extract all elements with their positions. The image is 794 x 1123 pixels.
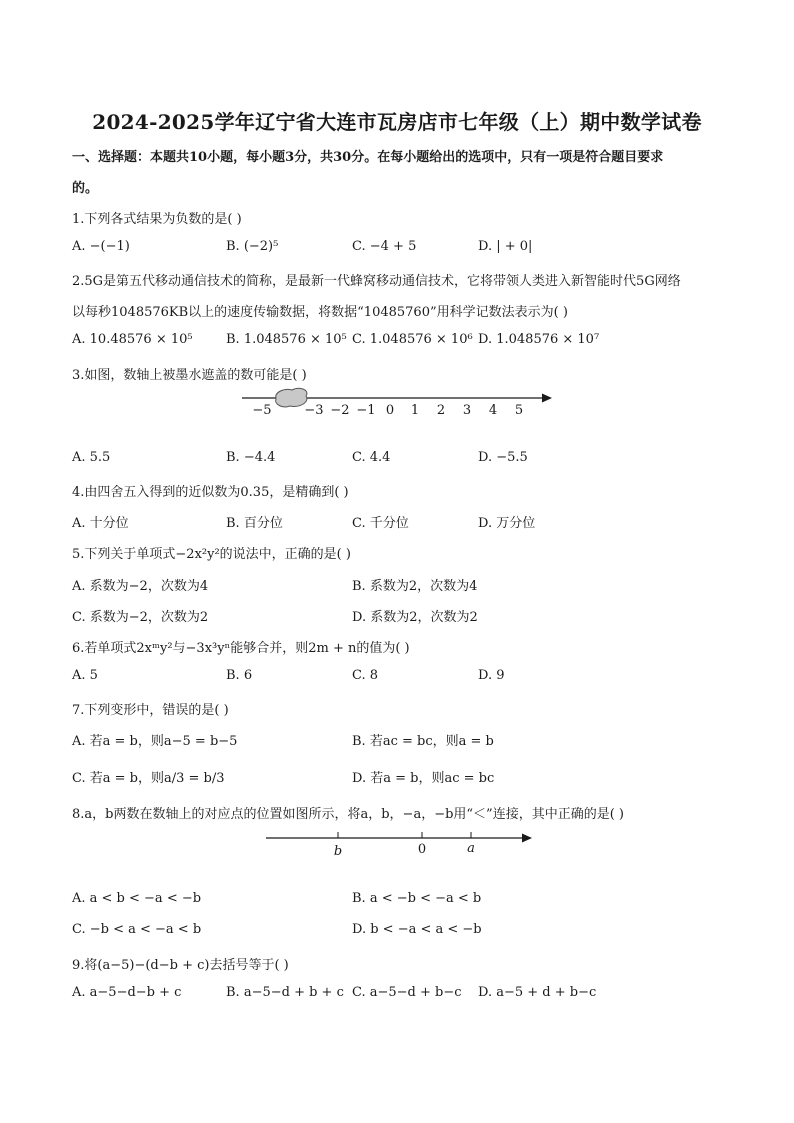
q7-option-b: B. 若ac = bc，则a = b <box>352 734 494 749</box>
question-4-stem: 4.由四舍五入得到的近似数为0.35，是精确到( ) <box>72 485 349 500</box>
q4-option-a: A. 十分位 <box>72 516 129 531</box>
q8-option-b: B. a < −b < −a < b <box>352 891 482 906</box>
question-5-stem: 5.下列关于单项式−2x²y²的说法中，正确的是( ) <box>72 547 351 562</box>
question-3-stem: 3.如图，数轴上被墨水遮盖的数可能是( ) <box>72 368 307 383</box>
question-8-stem: 8.a，b两数在数轴上的对应点的位置如图所示，将a，b，−a，−b用“＜”连接，其中正确的是( ) <box>72 807 624 822</box>
q3-option-b: B. −4.4 <box>226 450 276 465</box>
page-title: 2024-2025学年辽宁省大连市瓦房店市七年级（上）期中数学试卷 <box>92 110 702 134</box>
q1-option-a: A. −(−1) <box>72 239 130 254</box>
q3-option-d: D. −5.5 <box>478 450 528 465</box>
question-1-stem: 1.下列各式结果为负数的是( ) <box>72 212 242 227</box>
q3-tick-label: −2 <box>330 403 350 418</box>
q5-option-a: A. 系数为−2，次数为4 <box>72 579 209 594</box>
q2-option-a: A. 10.48576 × 10⁵ <box>72 332 193 347</box>
q7-option-d: D. 若a = b，则ac = bc <box>352 771 495 786</box>
q6-option-d: D. 9 <box>478 668 505 683</box>
q8-number-line <box>262 828 538 860</box>
q3-tick-label: 5 <box>514 403 524 418</box>
q5-option-b: B. 系数为2，次数为4 <box>352 579 478 594</box>
axis-arrow-icon <box>542 394 552 403</box>
q3-tick-label: 1 <box>410 403 420 418</box>
q6-option-b: B. 6 <box>226 668 253 683</box>
q3-tick-label: 2 <box>436 403 446 418</box>
q8-option-a: A. a < b < −a < −b <box>72 891 202 906</box>
q6-option-a: A. 5 <box>72 668 98 683</box>
section-heading-cont: 的。 <box>72 181 99 196</box>
section-heading: 一、选择题：本题共10小题，每小题3分，共30分。在每小题给出的选项中，只有一项是符合题目要求 <box>72 150 664 165</box>
q8-option-c: C. −b < a < −a < b <box>72 922 202 937</box>
q3-option-a: A. 5.5 <box>72 450 111 465</box>
question-7-stem: 7.下列变形中，错误的是( ) <box>72 703 229 718</box>
q1-option-c: C. −4 + 5 <box>352 239 417 254</box>
q9-option-b: B. a−5−d + b + c <box>226 985 344 1000</box>
q3-tick-label: 4 <box>488 403 498 418</box>
q3-tick-label: 3 <box>462 403 472 418</box>
question-9-stem: 9.将(a−5)−(d−b + c)去括号等于( ) <box>72 958 289 973</box>
q9-option-d: D. a−5 + d + b−c <box>478 985 597 1000</box>
q4-option-d: D. 万分位 <box>478 516 536 531</box>
q2-option-d: D. 1.048576 × 10⁷ <box>478 332 600 347</box>
q8-label-b: b <box>333 844 343 859</box>
q3-option-c: C. 4.4 <box>352 450 391 465</box>
q3-tick-label: −1 <box>356 403 376 418</box>
q5-option-c: C. 系数为−2，次数为2 <box>72 610 209 625</box>
q7-option-a: A. 若a = b，则a−5 = b−5 <box>72 734 238 749</box>
q1-option-d: D. | + 0| <box>478 239 533 254</box>
q2-option-b: B. 1.048576 × 10⁵ <box>226 332 347 347</box>
q5-option-d: D. 系数为2，次数为2 <box>352 610 478 625</box>
question-6-stem: 6.若单项式2xᵐy²与−3x³yⁿ能够合并，则2m + n的值为( ) <box>72 641 410 656</box>
q3-tick-label: −5 <box>252 403 272 418</box>
ink-blot-icon <box>276 388 307 407</box>
q8-label-0: 0 <box>417 842 427 857</box>
q4-option-b: B. 百分位 <box>226 516 283 531</box>
q2-option-c: C. 1.048576 × 10⁶ <box>352 332 473 347</box>
axis-arrow-icon <box>522 834 532 843</box>
q6-option-c: C. 8 <box>352 668 379 683</box>
q8-label-a: a <box>467 841 475 856</box>
q3-tick-label: 0 <box>385 403 395 418</box>
q9-option-c: C. a−5−d + b−c <box>352 985 462 1000</box>
q8-option-d: D. b < −a < a < −b <box>352 922 482 937</box>
q3-number-line <box>236 386 556 420</box>
question-2-stem-cont: 以每秒1048576KB以上的速度传输数据，将数据“10485760”用科学记数法表示为( ) <box>72 305 568 320</box>
q4-option-c: C. 千分位 <box>352 516 409 531</box>
q1-option-b: B. (−2)⁵ <box>226 239 279 254</box>
question-2-stem: 2.5G是第五代移动通信技术的简称，是最新一代蜂窝移动通信技术，它将带领人类进入新智能时代5G网络 <box>72 274 681 289</box>
q7-option-c: C. 若a = b，则a/3 = b/3 <box>72 771 225 786</box>
q9-option-a: A. a−5−d−b + c <box>72 985 182 1000</box>
q3-tick-label: −3 <box>304 403 324 418</box>
